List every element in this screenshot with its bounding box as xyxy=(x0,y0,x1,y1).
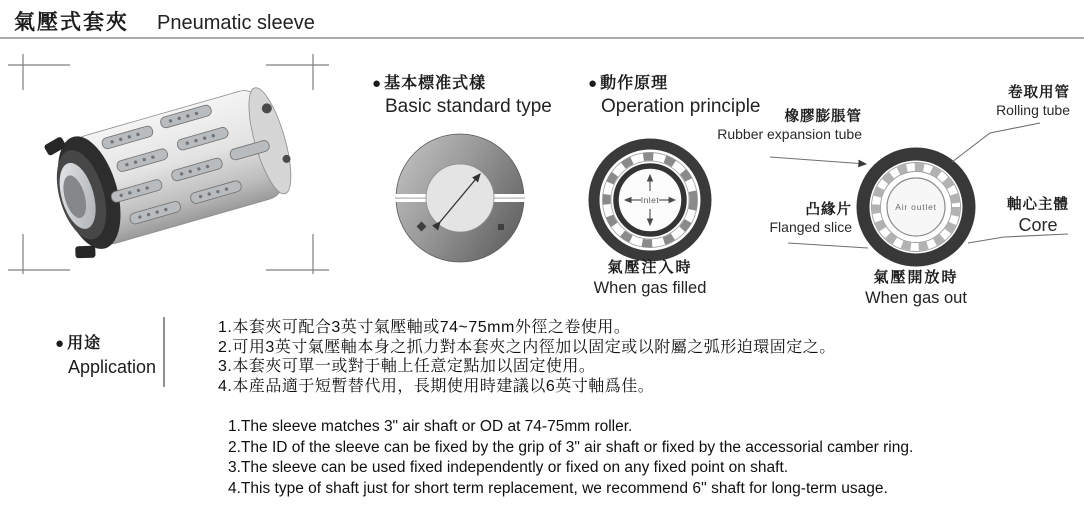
gas-filled-diagram xyxy=(586,136,714,264)
bullet-icon: ● xyxy=(588,75,599,92)
note-en-3: 3.The sleeve can be used fixed independently or fixed on any fixed point on shaft. xyxy=(228,459,789,476)
air-outlet-label: Air outlet xyxy=(895,202,937,212)
rolling-label-en: Rolling tube xyxy=(996,102,1070,119)
note-en-1: 1.The sleeve matches 3" air shaft or OD at 74-75mm roller. xyxy=(228,418,633,435)
page-title-zh: 氣壓式套夾 xyxy=(14,11,129,34)
basic-heading-zh: 基本標准式樣 xyxy=(384,75,487,92)
application-heading xyxy=(55,330,156,378)
gas-out-caption-en: When gas out xyxy=(865,288,967,307)
basic-type-heading xyxy=(372,70,552,118)
bullet-icon: ● xyxy=(372,75,383,92)
product-photo xyxy=(8,52,330,310)
operation-heading-zh: 動作原理 xyxy=(600,75,669,92)
application-heading-zh: 用途 xyxy=(67,335,102,352)
page-title xyxy=(14,6,315,36)
bullet-icon: ● xyxy=(55,335,66,352)
note-en-2: 2.The ID of the sleeve can be fixed by the grip of 3" air shaft or fixed by the accessorial camber ring. xyxy=(228,438,914,456)
application-heading-zh-row xyxy=(55,330,156,353)
gas-filled-caption-zh: 氣壓注入時 xyxy=(607,259,693,276)
rubber-label-zh: 橡膠膨脹管 xyxy=(784,109,862,125)
basic-heading-zh-row xyxy=(372,70,552,93)
flanged-slice-label xyxy=(760,201,852,237)
rolling-label-zh: 卷取用管 xyxy=(1008,85,1070,101)
rubber-expansion-tube-label xyxy=(700,108,862,144)
note-zh-3: 3.本套夾可單一或對于軸上任意定點加以固定使用。 xyxy=(218,358,596,375)
flanged-label-zh: 凸緣片 xyxy=(805,202,852,218)
gas-out-caption xyxy=(850,268,982,309)
gas-filled-caption-en: When gas filled xyxy=(593,278,707,297)
application-notes-en xyxy=(228,417,913,499)
core-label-en: Core xyxy=(1018,215,1058,236)
operation-heading-en: Operation principle xyxy=(601,96,761,117)
gas-filled-caption xyxy=(586,258,714,299)
application-heading-en: Application xyxy=(68,357,157,377)
application-notes-zh xyxy=(218,318,836,396)
note-zh-1: 1.本套夾可配合3英寸氣壓軸或74~75mm外徑之卷使用。 xyxy=(218,319,631,336)
application-divider xyxy=(163,317,165,387)
gas-out-diagram xyxy=(852,144,980,272)
title-divider xyxy=(0,37,1084,39)
square-mark xyxy=(498,224,504,230)
page-title-en: Pneumatic sleeve xyxy=(157,12,315,34)
operation-heading-zh-row xyxy=(588,70,760,93)
basic-type-diagram xyxy=(382,128,542,273)
basic-heading-en: Basic standard type xyxy=(385,96,552,117)
flanged-label-en: Flanged slice xyxy=(769,219,852,236)
note-zh-2: 2.可用3英寸氣壓軸本身之抓力對本套夾之内徑加以固定或以附屬之弧形迫環固定之。 xyxy=(218,338,836,356)
core-label xyxy=(998,196,1078,237)
gas-out-caption-zh: 氣壓開放時 xyxy=(873,269,959,286)
rubber-label-en: Rubber expansion tube xyxy=(717,126,862,143)
note-en-4: 4.This type of shaft just for short term replacement, we recommend 6'' shaft for long-term usage. xyxy=(228,479,888,497)
core-label-zh: 軸心主體 xyxy=(1007,197,1069,213)
inlet-label: Inlet xyxy=(640,195,660,205)
rolling-tube-label xyxy=(950,84,1070,120)
note-zh-4: 4.本産品適于短暫替代用，長期使用時建議以6英寸軸爲佳。 xyxy=(218,377,655,395)
sleeve-illustration xyxy=(42,77,302,263)
